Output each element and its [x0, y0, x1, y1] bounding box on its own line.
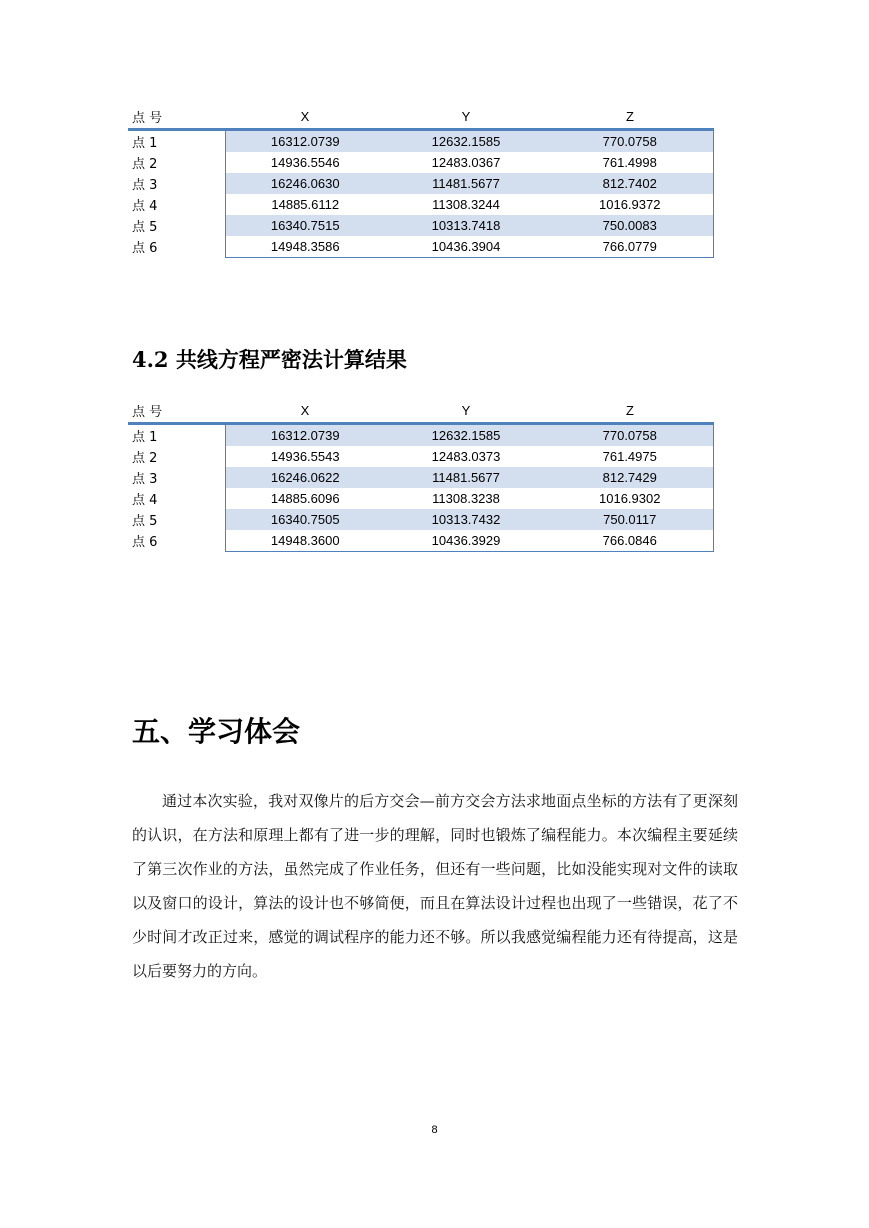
- table-row: [128, 488, 713, 509]
- cell-x: 14948.3586: [225, 236, 385, 258]
- cell-x: 14936.5546: [225, 152, 385, 173]
- table-row: [128, 446, 713, 467]
- column-header-z: Z: [547, 104, 713, 130]
- column-header-y: Y: [385, 104, 547, 130]
- cell-x: 16246.0622: [225, 467, 385, 488]
- point-label: 点 2: [132, 451, 158, 466]
- cell-x: 14948.3600: [225, 530, 385, 552]
- cell-z: 766.0779: [547, 236, 713, 258]
- page-number: 8: [431, 1124, 438, 1136]
- cell-z: 750.0117: [547, 509, 713, 530]
- point-label: 点 4: [132, 493, 158, 508]
- table-row: [128, 236, 713, 258]
- point-label: 点 5: [132, 514, 158, 529]
- point-label: 点 4: [132, 199, 158, 214]
- point-label: 点 1: [132, 430, 158, 445]
- table-row: [128, 509, 713, 530]
- cell-y: 12483.0367: [385, 152, 547, 173]
- cell-z: 812.7429: [547, 467, 713, 488]
- cell-z: 761.4975: [547, 446, 713, 467]
- point-label: 点 5: [132, 220, 158, 235]
- cell-y: 10436.3904: [385, 236, 547, 258]
- table-row: [128, 467, 713, 488]
- point-label: 点 3: [132, 178, 158, 193]
- point-label: 点 1: [132, 136, 158, 151]
- cell-z: 1016.9372: [547, 194, 713, 215]
- table-header-row: [128, 104, 713, 130]
- cell-y: 11308.3244: [385, 194, 547, 215]
- table-2: [128, 398, 714, 552]
- point-label: 点 2: [132, 157, 158, 172]
- table-row: [128, 152, 713, 173]
- cell-x: 16246.0630: [225, 173, 385, 194]
- section-heading-4-2: 4.2 共线方程严密法计算结果: [132, 347, 407, 372]
- cell-y: 12632.1585: [385, 130, 547, 153]
- cell-z: 761.4998: [547, 152, 713, 173]
- cell-x: 14936.5543: [225, 446, 385, 467]
- cell-z: 812.7402: [547, 173, 713, 194]
- column-header-x: X: [225, 104, 385, 130]
- table-row: [128, 215, 713, 236]
- cell-x: 16340.7515: [225, 215, 385, 236]
- cell-z: 1016.9302: [547, 488, 713, 509]
- cell-x: 14885.6112: [225, 194, 385, 215]
- table-header-row: [128, 398, 713, 424]
- cell-z: 750.0083: [547, 215, 713, 236]
- cell-y: 10313.7432: [385, 509, 547, 530]
- cell-x: 16340.7505: [225, 509, 385, 530]
- cell-y: 11481.5677: [385, 173, 547, 194]
- column-header-y: Y: [385, 398, 547, 424]
- cell-y: 11481.5677: [385, 467, 547, 488]
- cell-y: 11308.3238: [385, 488, 547, 509]
- table-1: [128, 104, 714, 258]
- cell-y: 10436.3929: [385, 530, 547, 552]
- column-header-point: 点 号: [128, 104, 225, 130]
- column-header-x: X: [225, 398, 385, 424]
- reflection-paragraph: 通过本次实验，我对双像片的后方交会—前方交会方法求地面点坐标的方法有了更深刻的认识，在方法和原理上都有了进一步的理解，同时也锻炼了编程能力。本次编程主要延续了第三次作业的方法，虽然完成了作业任务，但还有一些问题，比如没能实现对文件的读取以及窗口的设计，算法的设计也不够简便，而且在算法设计过程也出现了一些错误，花了不少时间才改正过来，感觉的调试程序的能力还不够。所以我感觉编程能力还有待提高，这是以后要努力的方向。: [132, 792, 738, 980]
- cell-x: 14885.6096: [225, 488, 385, 509]
- section-heading-5: 五、学习体会: [132, 715, 301, 748]
- table-row: [128, 530, 713, 552]
- cell-y: 10313.7418: [385, 215, 547, 236]
- cell-y: 12483.0373: [385, 446, 547, 467]
- cell-x: 16312.0739: [225, 130, 385, 153]
- cell-z: 770.0758: [547, 130, 713, 153]
- cell-z: 766.0846: [547, 530, 713, 552]
- table-row: [128, 194, 713, 215]
- cell-z: 770.0758: [547, 424, 713, 447]
- table-row: [128, 424, 713, 447]
- table-row: [128, 130, 713, 153]
- point-label: 点 3: [132, 472, 158, 487]
- column-header-z: Z: [547, 398, 713, 424]
- point-label: 点 6: [132, 535, 158, 551]
- table-row: [128, 173, 713, 194]
- cell-x: 16312.0739: [225, 424, 385, 447]
- point-label: 点 6: [132, 241, 158, 257]
- cell-y: 12632.1585: [385, 424, 547, 447]
- column-header-point: 点 号: [128, 398, 225, 424]
